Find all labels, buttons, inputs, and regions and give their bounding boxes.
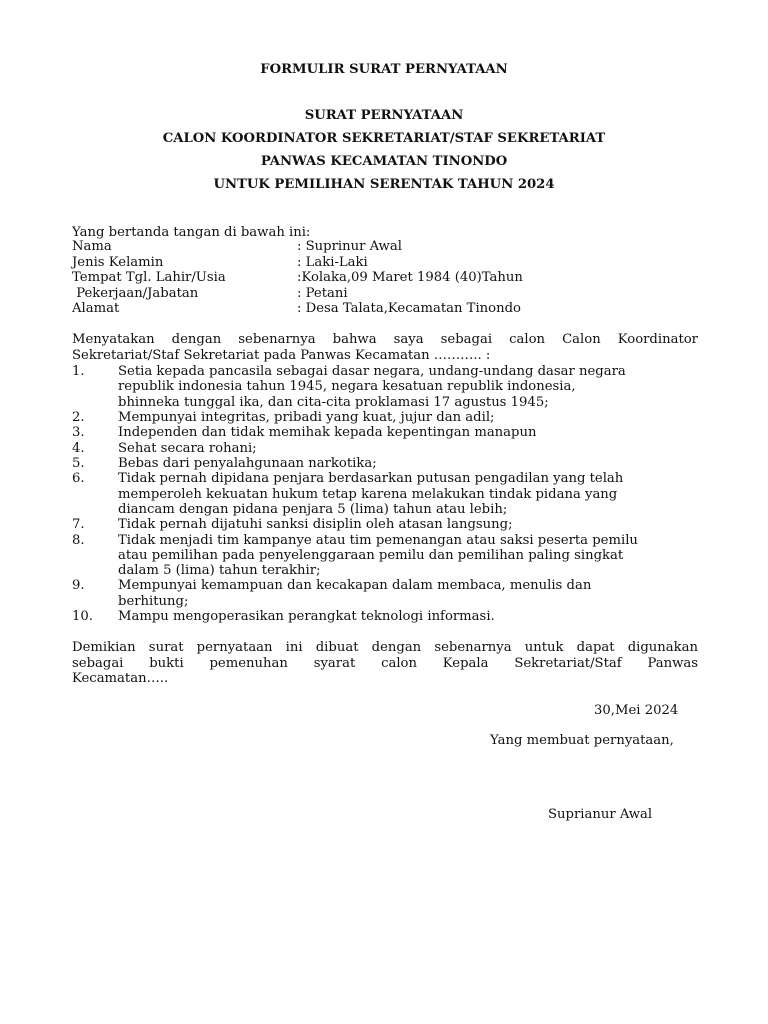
list-item-line: bhinneka tunggal ika, dan cita-cita proklamasi 17 agustus 1945; [118,395,549,410]
heading-line-4: UNTUK PEMILIHAN SERENTAK TAHUN 2024 [213,177,555,192]
list-item-line: Mempunyai integritas, pribadi yang kuat, jujur dan adil; [118,410,495,425]
field-label-jenis-kelamin: Jenis Kelamin [72,255,164,270]
list-item-number: 10. [72,609,93,624]
heading-line-2: CALON KOORDINATOR SEKRETARIAT/STAF SEKRETARIAT [162,131,606,146]
list-item-line: Sehat secara rohani; [118,441,257,456]
list-item-line: Mempunyai kemampuan dan kecakapan dalam membaca, menulis dan [118,578,592,593]
heading-line-3: PANWAS KECAMATAN TINONDO [260,154,508,169]
field-label-nama: Nama [72,239,112,254]
field-label-tempat-lahir: Tempat Tgl. Lahir/Usia [72,270,226,285]
heading-line-1: SURAT PERNYATAAN [304,108,464,123]
closing-line-3: Kecamatan….. [72,671,169,686]
signoff-text: Yang membuat pernyataan, [490,733,674,748]
list-item-line: memperoleh kekuatan hukum tetap karena melakukan tindak pidana yang [118,487,618,502]
field-value-tempat-lahir: :Kolaka,09 Maret 1984 (40)Tahun [297,270,523,285]
field-value-alamat: : Desa Talata,Kecamatan Tinondo [297,301,521,316]
form-title: FORMULIR SURAT PERNYATAAN [260,62,508,77]
list-item-number: 2. [72,410,85,425]
letter-date: 30,Mei 2024 [594,703,679,718]
field-value-jenis-kelamin: : Laki-Laki [297,255,368,270]
list-item-line: Independen dan tidak memihak kepada kepentingan manapun [118,425,537,440]
list-item-number: 4. [72,441,85,456]
list-item-line: berhitung; [118,594,189,609]
list-item-number: 3. [72,425,85,440]
field-value-pekerjaan: : Petani [297,286,348,301]
list-item-line: Tidak pernah dipidana penjara berdasarkan putusan pengadilan yang telah [118,471,624,486]
list-item-line: Tidak menjadi tim kampanye atau tim pemenangan atau saksi peserta pemilu [118,533,638,548]
list-item-number: 5. [72,456,85,471]
list-item-number: 9. [72,578,85,593]
field-label-pekerjaan: Pekerjaan/Jabatan [72,286,199,301]
field-value-nama: : Suprinur Awal [297,239,402,254]
closing-line-1: Demikian surat pernyataan ini dibuat dengan sebenarnya untuk dapat digunakan [72,640,698,655]
intro-text: Yang bertanda tangan di bawah ini: [72,225,311,240]
statement-line-1: Menyatakan dengan sebenarnya bahwa saya sebagai calon Calon Koordinator [72,332,698,347]
list-item-line: Mampu mengoperasikan perangkat teknologi informasi. [118,609,495,624]
list-item-number: 6. [72,471,85,486]
list-item-line: dalam 5 (lima) tahun terakhir; [118,563,321,578]
statement-line-2: Sekretariat/Staf Sekretariat pada Panwas Kecamatan ……….. : [72,348,491,363]
list-item-number: 8. [72,533,85,548]
list-item-number: 1. [72,364,85,379]
list-item-line: Bebas dari penyalahgunaan narkotika; [118,456,377,471]
closing-line-2: sebagai bukti pemenuhan syarat calon Kepala Sekretariat/Staf Panwas [72,656,698,671]
list-item-number: 7. [72,517,85,532]
list-item-line: diancam dengan pidana penjara 5 (lima) tahun atau lebih; [118,502,508,517]
list-item-line: Setia kepada pancasila sebagai dasar negara, undang-undang dasar negara [118,364,626,379]
list-item-line: Tidak pernah dijatuhi sanksi disiplin oleh atasan langsung; [118,517,513,532]
signer-name: Suprianur Awal [548,807,653,822]
list-item-line: atau pemilihan pada penyelenggaraan pemilu dan pemilihan paling singkat [118,548,624,563]
list-item-line: republik indonesia tahun 1945, negara kesatuan republik indonesia, [118,379,576,394]
field-label-alamat: Alamat [72,301,120,316]
